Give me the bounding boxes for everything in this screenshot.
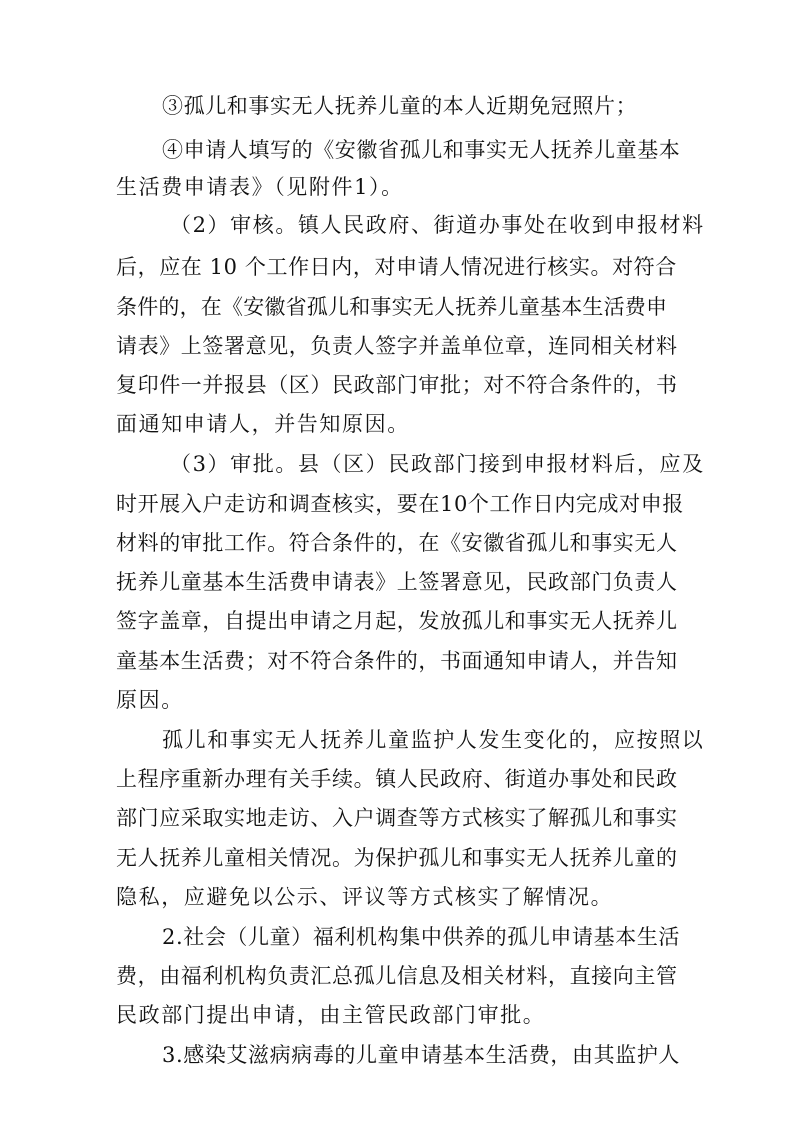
paragraph-guardian-change-start: 孤儿和事实无人抚养儿童监护人发生变化的，应按照以 <box>162 728 705 752</box>
paragraph-line: 隐私，应避免以公示、评议等方式核实了解情况。 <box>116 885 614 909</box>
paragraph-line: 后，应在 10 个工作日内，对申请人情况进行核实。对符合 <box>116 255 677 279</box>
paragraph-welfare-institution-start: 2.社会（儿童）福利机构集中供养的孤儿申请基本生活 <box>162 925 681 949</box>
paragraph-hiv-start: 3.感染艾滋病病毒的儿童申请基本生活费，由其监护人 <box>162 1043 681 1067</box>
paragraph-line: 费，由福利机构负责汇总孤儿信息及相关材料，直接向主管 <box>116 964 678 988</box>
paragraph-line: 无人抚养儿童相关情况。为保护孤儿和事实无人抚养儿童的 <box>116 846 678 870</box>
paragraph-line: 上程序重新办理有关手续。镇人民政府、街道办事处和民政 <box>116 767 678 791</box>
list-item-photo: ③孤儿和事实无人抚养儿童的本人近期免冠照片； <box>162 94 638 118</box>
paragraph-line: 请表》上签署意见，负责人签字并盖单位章，连同相关材料 <box>116 334 678 358</box>
paragraph-line: 时开展入户走访和调查核实，要在10个工作日内完成对申报 <box>116 492 684 516</box>
paragraph-line: 生活费申请表》（见附件1）。 <box>116 175 404 199</box>
list-item-application-form: ④申请人填写的《安徽省孤儿和事实无人抚养儿童基本 <box>162 138 681 162</box>
paragraph-review-start: （2）审核。镇人民政府、街道办事处在收到申报材料 <box>170 213 705 237</box>
paragraph-line: 复印件一并报县（区）民政部门审批；对不符合条件的，书 <box>116 373 678 397</box>
paragraph-approval-start: （3）审批。县（区）民政部门接到申报材料后，应及 <box>170 452 705 476</box>
paragraph-line: 条件的，在《安徽省孤儿和事实无人抚养儿童基本生活费申 <box>116 295 668 319</box>
paragraph-line: 部门应采取实地走访、入户调查等方式核实了解孤儿和事实 <box>116 806 678 830</box>
paragraph-line: 面通知申请人，并告知原因。 <box>116 412 410 436</box>
paragraph-line: 原因。 <box>116 688 184 712</box>
paragraph-line: 材料的审批工作。符合条件的，在《安徽省孤儿和事实无人 <box>116 531 678 555</box>
paragraph-line: 抚养儿童基本生活费申请表》上签署意见，民政部门负责人 <box>116 570 678 594</box>
paragraph-line: 童基本生活费；对不符合条件的，书面通知申请人，并告知 <box>116 649 678 673</box>
paragraph-line: 民政部门提出申请，由主管民政部门审批。 <box>116 1003 546 1027</box>
paragraph-line: 签字盖章，自提出申请之月起，发放孤儿和事实无人抚养儿 <box>116 609 678 633</box>
